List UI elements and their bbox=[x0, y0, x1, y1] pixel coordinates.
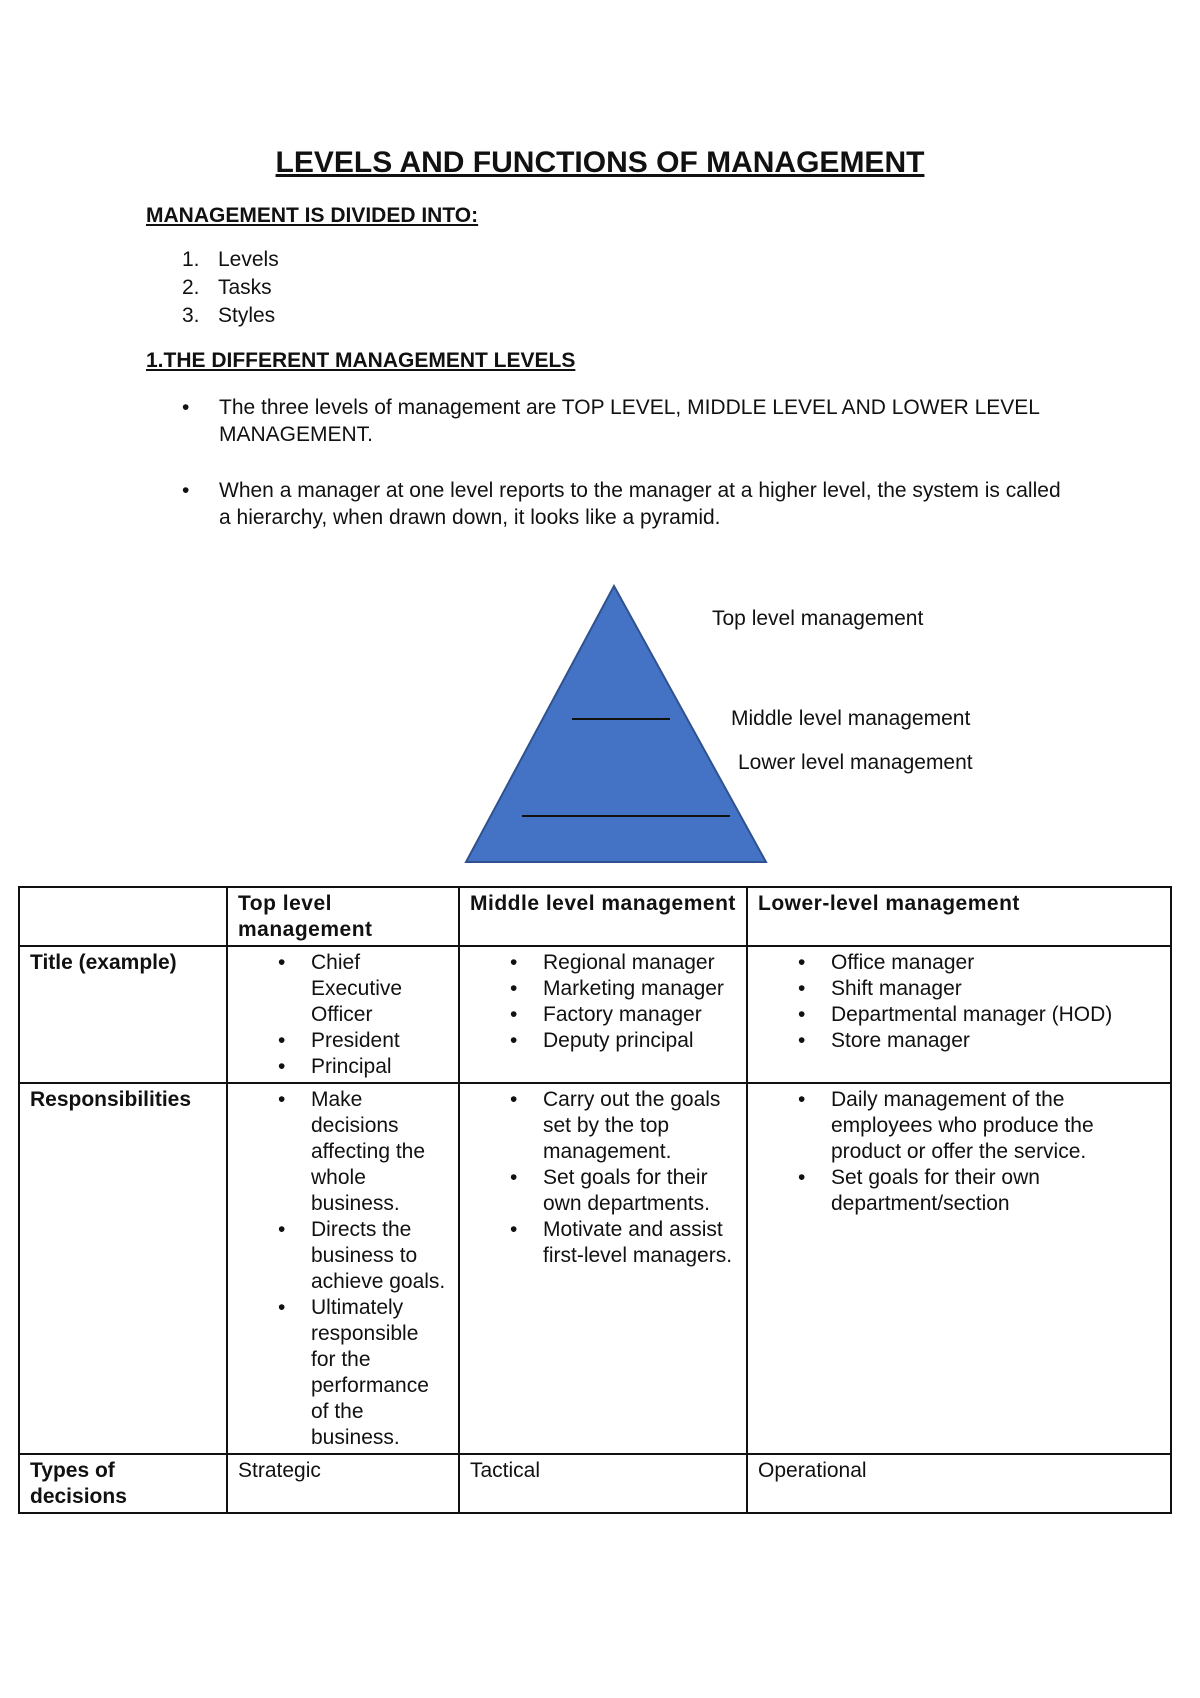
cell-text: Office manager bbox=[831, 951, 975, 974]
list-number: 2. bbox=[182, 276, 200, 299]
cell-text: Carry out the goals set by the top management. bbox=[543, 1088, 721, 1163]
cell-text: President bbox=[311, 1029, 400, 1052]
list-item bbox=[758, 976, 1160, 1002]
bullet-icon: • bbox=[510, 1088, 518, 1111]
bullet-icon: • bbox=[182, 396, 190, 419]
bullet-icon: • bbox=[798, 1088, 806, 1111]
cell-title-top bbox=[227, 946, 459, 1083]
bullet-text: The three levels of management are TOP LEVEL, MIDDLE LEVEL AND LOWER LEVEL MANAGEMENT. bbox=[219, 396, 1040, 446]
cell-text: Deputy principal bbox=[543, 1029, 694, 1052]
bullet-icon: • bbox=[278, 1296, 286, 1319]
list-item bbox=[238, 1217, 448, 1295]
list-item bbox=[470, 1165, 736, 1217]
bullet-icon: • bbox=[510, 1166, 518, 1189]
bullet-icon: • bbox=[278, 1088, 286, 1111]
list-item bbox=[146, 477, 1076, 531]
list-item bbox=[238, 1087, 448, 1217]
list-item bbox=[470, 1002, 736, 1028]
bullet-text: When a manager at one level reports to the manager at a higher level, the system is called a hierarchy, when drawn down, it looks like a pyramid. bbox=[219, 479, 1061, 529]
cell-text: Motivate and assist first-level managers. bbox=[543, 1218, 733, 1267]
list-item bbox=[238, 950, 448, 1028]
table-row-title bbox=[19, 946, 1171, 1083]
cell-text: Regional manager bbox=[543, 951, 715, 974]
list-item bbox=[470, 950, 736, 976]
bullet-icon: • bbox=[510, 977, 518, 1000]
list-item bbox=[238, 1054, 448, 1080]
list-item bbox=[470, 976, 736, 1002]
cell-title-lower bbox=[747, 946, 1171, 1083]
levels-heading: 1.THE DIFFERENT MANAGEMENT LEVELS bbox=[146, 349, 576, 372]
bullet-icon: • bbox=[278, 1055, 286, 1078]
bullet-icon: • bbox=[798, 951, 806, 974]
bullet-icon: • bbox=[278, 1029, 286, 1052]
list-item bbox=[146, 246, 279, 274]
cell-text: Directs the business to achieve goals. bbox=[311, 1218, 446, 1293]
header-top-level: Top level management bbox=[227, 887, 459, 946]
table-header-row bbox=[19, 887, 1171, 946]
cell-decisions-lower: Operational bbox=[747, 1454, 1171, 1513]
list-item bbox=[238, 1295, 448, 1451]
bullet-icon: • bbox=[510, 1003, 518, 1026]
bullet-icon: • bbox=[798, 1003, 806, 1026]
cell-responsibilities-lower bbox=[747, 1083, 1171, 1454]
row-label: Title (example) bbox=[19, 946, 227, 1083]
list-item bbox=[758, 1165, 1160, 1217]
cell-text: Ultimately responsible for the performance of the business. bbox=[311, 1296, 429, 1449]
header-lower-level: Lower-level management bbox=[747, 887, 1171, 946]
header-middle-level: Middle level management bbox=[459, 887, 747, 946]
divided-heading: MANAGEMENT IS DIVIDED INTO: bbox=[146, 204, 479, 227]
pyramid-label-top: Top level management bbox=[712, 607, 924, 630]
list-item bbox=[146, 302, 279, 330]
list-item bbox=[146, 394, 1076, 448]
bullet-icon: • bbox=[798, 1166, 806, 1189]
table-row-decisions bbox=[19, 1454, 1171, 1513]
row-label: Types of decisions bbox=[19, 1454, 227, 1513]
list-item bbox=[470, 1087, 736, 1165]
cell-text: Chief Executive Officer bbox=[311, 951, 403, 1026]
cell-text: Factory manager bbox=[543, 1003, 702, 1026]
cell-text: Shift manager bbox=[831, 977, 962, 1000]
pyramid-label-middle: Middle level management bbox=[731, 707, 971, 730]
list-item bbox=[146, 274, 279, 302]
cell-text: Set goals for their own department/section bbox=[831, 1166, 1040, 1215]
cell-text: Make decisions affecting the whole business. bbox=[311, 1088, 426, 1215]
list-item bbox=[470, 1028, 736, 1054]
document-title: LEVELS AND FUNCTIONS OF MANAGEMENT bbox=[275, 146, 925, 179]
list-item bbox=[238, 1028, 448, 1054]
bullet-icon: • bbox=[510, 1029, 518, 1052]
list-number: 3. bbox=[182, 304, 200, 327]
list-item bbox=[758, 1087, 1160, 1165]
header-cell-empty bbox=[19, 887, 227, 946]
list-item bbox=[470, 1217, 736, 1269]
pyramid-label-lower: Lower level management bbox=[738, 751, 973, 774]
list-item bbox=[758, 1028, 1160, 1054]
cell-text: Principal bbox=[311, 1055, 392, 1078]
cell-title-middle bbox=[459, 946, 747, 1083]
levels-bullets bbox=[146, 394, 1076, 560]
bullet-icon: • bbox=[510, 1218, 518, 1241]
row-label: Responsibilities bbox=[19, 1083, 227, 1454]
management-levels-table bbox=[18, 886, 1172, 1514]
cell-text: Daily management of the employees who produce the product or offer the service. bbox=[831, 1088, 1094, 1163]
divided-list bbox=[146, 246, 279, 330]
bullet-icon: • bbox=[798, 1029, 806, 1052]
bullet-icon: • bbox=[510, 951, 518, 974]
cell-responsibilities-top bbox=[227, 1083, 459, 1454]
list-label: Levels bbox=[218, 248, 279, 271]
bullet-icon: • bbox=[182, 479, 190, 502]
list-label: Tasks bbox=[218, 276, 272, 299]
list-number: 1. bbox=[182, 248, 200, 271]
bullet-icon: • bbox=[278, 951, 286, 974]
cell-text: Set goals for their own departments. bbox=[543, 1166, 710, 1215]
bullet-icon: • bbox=[278, 1218, 286, 1241]
list-item bbox=[758, 1002, 1160, 1028]
list-label: Styles bbox=[218, 304, 276, 327]
cell-text: Marketing manager bbox=[543, 977, 724, 1000]
cell-text: Departmental manager (HOD) bbox=[831, 1003, 1113, 1026]
cell-decisions-top: Strategic bbox=[227, 1454, 459, 1513]
list-item bbox=[758, 950, 1160, 976]
table-row-responsibilities bbox=[19, 1083, 1171, 1454]
cell-decisions-middle: Tactical bbox=[459, 1454, 747, 1513]
bullet-icon: • bbox=[798, 977, 806, 1000]
cell-text: Store manager bbox=[831, 1029, 970, 1052]
cell-responsibilities-middle bbox=[459, 1083, 747, 1454]
